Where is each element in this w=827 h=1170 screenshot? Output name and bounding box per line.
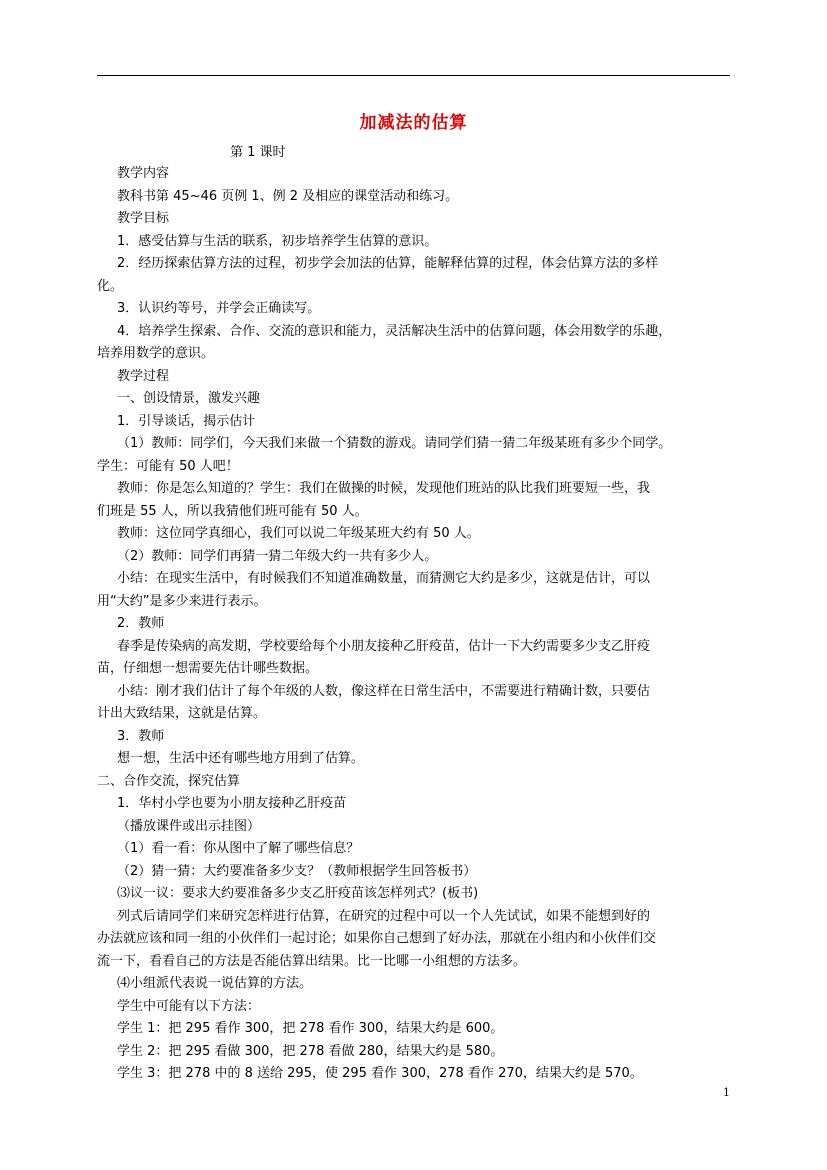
document-body	[97, 163, 730, 1086]
text-line: 春季是传染病的高发期，学校要给每个小朋友接种乙肝疫苗，估计一下大约需要多少支乙肝疫	[117, 638, 651, 654]
text-line: 苗，仔细想一想需要先估计哪些数据。	[97, 661, 319, 676]
text-line: （2）教师：同学们再猜一猜二年级大约一共有多少人。	[117, 548, 438, 564]
text-line: 办法就应该和同一组的小伙伴们一起讨论；如果你自己想到了好办法，那就在小组内和小伙伴们交	[97, 931, 657, 946]
text-line: 培养用数学的意识。	[97, 346, 215, 361]
page-number: 1	[723, 1086, 730, 1099]
text-line: （播放课件或出示挂图）	[117, 818, 261, 834]
text-line: 化。	[97, 278, 124, 294]
text-line: 一、创设情景，激发兴趣	[117, 391, 261, 406]
text-line: 2．教师	[117, 616, 165, 631]
text-line: 4．培养学生探索、合作、交流的意识和能力，灵活解决生活中的估算问题，体会用数学的乐趣，	[117, 323, 672, 339]
text-line: 3．教师	[117, 728, 165, 744]
text-line: （1）看一看：你从图中了解了哪些信息？	[117, 841, 360, 856]
text-line: 学生 1：把 295 看作 300，把 278 看作 300，结果大约是 600。	[117, 1021, 504, 1036]
document-title: 加减法的估算	[359, 113, 468, 133]
text-line: 计出大致结果，这就是估算。	[97, 706, 267, 721]
text-line: （1）教师：同学们，今天我们来做一个猜数的游戏。请同学们猜一猜二年级某班有多少个同学。	[117, 436, 672, 451]
text-line: 学生：可能有 50 人吧！	[97, 458, 239, 474]
text-line: ⑷小组派代表说一说估算的方法。	[117, 976, 313, 991]
text-line: 学生中可能有以下方法：	[117, 998, 261, 1014]
text-line: 流一下，看看自己的方法是否能估算出结果。比一比哪一小组想的方法多。	[97, 953, 527, 969]
text-line: 3．认识约等号，并学会正确读写。	[117, 301, 321, 316]
text-line: 列式后请同学们来研究怎样进行估算，在研究的过程中可以一个人先试试，如果不能想到好的	[117, 908, 651, 924]
text-line: 教师：这位同学真细心，我们可以说二年级某班大约有 50 人。	[117, 526, 480, 541]
header-rule	[97, 75, 730, 76]
text-line: 教师：你是怎么知道的？学生：我们在做操的时候，发现他们班站的队比我们班要短一些，我	[117, 481, 651, 496]
text-line: 想一想，生活中还有哪些地方用到了估算。	[117, 751, 365, 766]
text-line: 1．引导谈话，揭示估计	[117, 413, 256, 429]
text-line: 二、合作交流，探究估算	[97, 773, 241, 789]
text-line: 2．经历探索估算方法的过程，初步学会加法的估算，能解释估算的过程，体会估算方法的多样	[117, 256, 659, 271]
text-line: 学生 3：把 278 中的 8 送给 295，使 295 看作 300，278 看作 270，结果大约是 570。	[117, 1066, 643, 1081]
text-line: 教科书第 45~46 页例 1、例 2 及相应的课堂活动和练习。	[117, 188, 459, 204]
text-line: 教学内容	[117, 166, 170, 181]
lesson-subtitle: 第 1 课时	[230, 145, 286, 160]
text-line: 教学过程	[117, 368, 170, 384]
text-line: 1．华村小学也要为小朋友接种乙肝疫苗	[117, 796, 347, 811]
text-line: 们班是 55 人，所以我猜他们班可能有 50 人。	[97, 503, 368, 519]
text-line: （2）猜一猜：大约要准备多少支？（教师根据学生回答板书）	[117, 863, 477, 879]
text-line: 教学目标	[117, 211, 170, 226]
text-line: 用“大约”是多少来进行表示。	[97, 593, 267, 609]
text-line: 学生 2：把 295 看做 300，把 278 看做 280，结果大约是 580。	[117, 1043, 504, 1059]
text-line: ⑶议一议：要求大约要准备多少支乙肝疫苗该怎样列式？(板书)	[117, 886, 479, 901]
text-line: 小结：在现实生活中，有时候我们不知道准确数量，而猜测它大约是多少，这就是估计，可以	[117, 571, 651, 586]
text-line: 1．感受估算与生活的联系，初步培养学生估算的意识。	[117, 233, 438, 249]
text-line: 小结：刚才我们估计了每个年级的人数，像这样在日常生活中，不需要进行精确计数，只要估	[117, 683, 651, 699]
